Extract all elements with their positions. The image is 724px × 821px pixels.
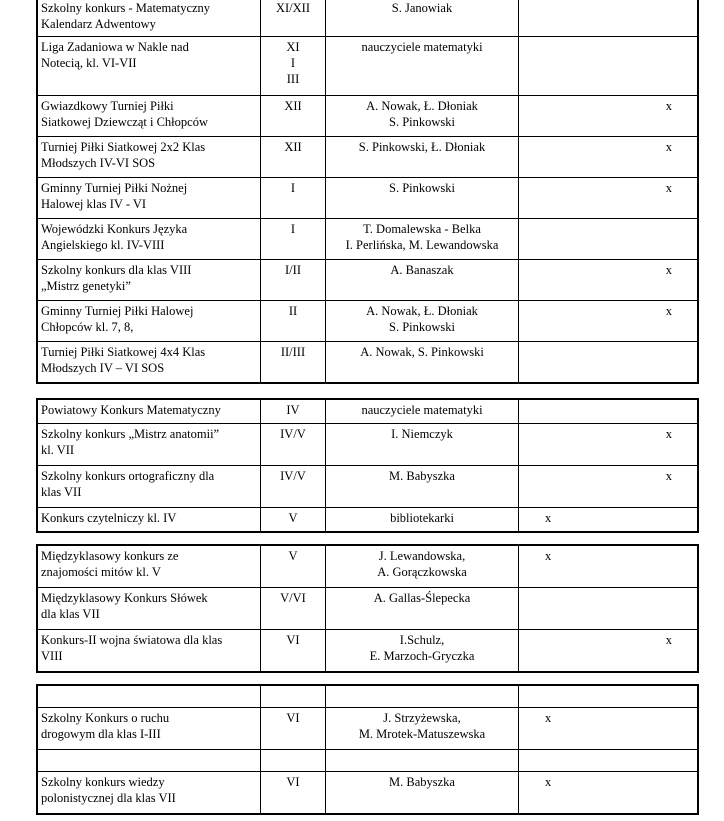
teachers-cell bbox=[326, 37, 519, 96]
mark-cell bbox=[519, 750, 699, 772]
competition-name bbox=[37, 260, 261, 301]
teachers-cell-line: I. Perlińska, M. Lewandowska bbox=[345, 238, 499, 252]
month-cell bbox=[261, 219, 326, 260]
table-row bbox=[37, 466, 698, 508]
competition-name-line: Turniej Piłki Siatkowej 2x2 Klas bbox=[41, 140, 206, 154]
competition-name bbox=[37, 178, 261, 219]
month-cell bbox=[261, 96, 326, 137]
teachers-cell bbox=[326, 178, 519, 219]
month-cell-line: IV/V bbox=[280, 469, 306, 483]
teachers-cell bbox=[326, 342, 519, 384]
month-cell bbox=[261, 260, 326, 301]
competition-name-line: Gwiazdkowy Turniej Piłki bbox=[41, 99, 174, 113]
competition-name-line: Halowej klas IV - VI bbox=[41, 197, 147, 211]
competition-name-line: Siatkowej Dziewcząt i Chłopców bbox=[41, 115, 208, 129]
teachers-cell-line: M. Babyszka bbox=[389, 775, 455, 789]
competition-name bbox=[37, 424, 261, 466]
competition-name bbox=[37, 399, 261, 424]
teachers-cell bbox=[326, 137, 519, 178]
competitions-table-4 bbox=[36, 684, 699, 815]
competition-name bbox=[37, 508, 261, 533]
month-cell-line: I bbox=[290, 222, 296, 236]
month-cell-line: V bbox=[288, 549, 298, 563]
mark-cell bbox=[519, 588, 699, 630]
teachers-cell bbox=[326, 301, 519, 342]
month-cell-line: V/VI bbox=[280, 591, 306, 605]
x-mark: x bbox=[665, 140, 672, 154]
mark-cell bbox=[519, 219, 699, 260]
teachers-cell bbox=[326, 260, 519, 301]
mark-cell bbox=[519, 178, 699, 219]
month-cell-line: I bbox=[290, 56, 296, 70]
teachers-cell bbox=[326, 588, 519, 630]
mark-cell bbox=[519, 630, 699, 673]
competition-name bbox=[37, 342, 261, 384]
teachers-cell bbox=[326, 750, 519, 772]
competition-name-line: Konkurs czytelniczy kl. IV bbox=[41, 511, 177, 525]
competition-name bbox=[37, 466, 261, 508]
competition-name-line: Turniej Piłki Siatkowej 4x4 Klas bbox=[41, 345, 206, 359]
competition-name-line: Szkolny konkurs ortograficzny dla bbox=[41, 469, 215, 483]
month-cell-line: I/II bbox=[285, 263, 301, 277]
month-cell-line: II bbox=[288, 304, 298, 318]
competition-name-line: Szkolny konkurs - Matematyczny bbox=[41, 1, 211, 15]
competition-name-line: kl. VII bbox=[41, 443, 75, 457]
table-row bbox=[37, 588, 698, 630]
teachers-cell-line: E. Marzoch-Gryczka bbox=[369, 649, 475, 663]
teachers-cell-line: bibliotekarki bbox=[390, 511, 454, 525]
month-cell bbox=[261, 137, 326, 178]
mark-cell bbox=[519, 96, 699, 137]
month-cell bbox=[261, 685, 326, 708]
teachers-cell-line: A. Gorączkowska bbox=[377, 565, 467, 579]
competition-name-line: Szkolny konkurs wiedzy bbox=[41, 775, 165, 789]
competition-name-line: Młodszych IV-VI SOS bbox=[41, 156, 156, 170]
competition-name-line: Gminny Turniej Piłki Nożnej bbox=[41, 181, 188, 195]
month-cell bbox=[261, 466, 326, 508]
competition-name-line: Międzyklasowy Konkurs Słówek bbox=[41, 591, 208, 605]
x-mark: x bbox=[545, 711, 552, 725]
competition-name-line: Liga Zadaniowa w Nakle nad bbox=[41, 40, 189, 54]
competition-name-line: dla klas VII bbox=[41, 607, 100, 621]
month-cell-line: II/III bbox=[280, 345, 306, 359]
month-cell bbox=[261, 630, 326, 673]
mark-cell bbox=[519, 424, 699, 466]
competition-name-line: Konkurs-II wojna światowa dla klas bbox=[41, 633, 223, 647]
teachers-cell bbox=[326, 466, 519, 508]
teachers-cell-line: S. Pinkowski, Ł. Dłoniak bbox=[358, 140, 486, 154]
teachers-cell bbox=[326, 508, 519, 533]
teachers-cell-line: S. Pinkowski bbox=[389, 320, 455, 334]
teachers-cell bbox=[326, 685, 519, 708]
competition-name-line: VIII bbox=[41, 649, 63, 663]
month-cell-line: V bbox=[288, 511, 298, 525]
competition-name bbox=[37, 96, 261, 137]
month-cell bbox=[261, 301, 326, 342]
mark-cell bbox=[519, 508, 699, 533]
month-cell bbox=[261, 772, 326, 815]
x-mark: x bbox=[665, 633, 672, 647]
competition-name-line: „Mistrz genetyki” bbox=[41, 279, 131, 293]
competition-name bbox=[37, 0, 261, 37]
teachers-cell bbox=[326, 219, 519, 260]
competition-name bbox=[37, 685, 261, 708]
teachers-cell bbox=[326, 772, 519, 815]
teachers-cell bbox=[326, 96, 519, 137]
teachers-cell-line: A. Nowak, S. Pinkowski bbox=[360, 345, 484, 359]
month-cell bbox=[261, 708, 326, 750]
month-cell bbox=[261, 178, 326, 219]
teachers-cell-line: nauczyciele matematyki bbox=[361, 40, 483, 54]
competitions-table-1 bbox=[36, 0, 699, 384]
teachers-cell bbox=[326, 545, 519, 588]
competition-name bbox=[37, 708, 261, 750]
month-cell-line: VI bbox=[286, 633, 300, 647]
month-cell bbox=[261, 0, 326, 37]
competition-name-line: znajomości mitów kl. V bbox=[41, 565, 161, 579]
teachers-cell-line: S. Pinkowski bbox=[389, 115, 455, 129]
mark-cell bbox=[519, 545, 699, 588]
competition-name-line: Młodszych IV – VI SOS bbox=[41, 361, 165, 375]
x-mark: x bbox=[665, 99, 672, 113]
table-row bbox=[37, 37, 698, 96]
competition-name bbox=[37, 545, 261, 588]
teachers-cell-line: A. Gallas-Ślepecka bbox=[373, 591, 471, 605]
mark-cell bbox=[519, 466, 699, 508]
teachers-cell bbox=[326, 708, 519, 750]
competition-name-line: Kalendarz Adwentowy bbox=[41, 17, 156, 31]
competitions-table-3 bbox=[36, 544, 699, 673]
table-row bbox=[37, 137, 698, 178]
competition-name-line: Notecią, kl. VI-VII bbox=[41, 56, 137, 70]
competition-name-line: Szkolny Konkurs o ruchu bbox=[41, 711, 170, 725]
competition-name-line: Międzyklasowy konkurs ze bbox=[41, 549, 179, 563]
month-cell bbox=[261, 37, 326, 96]
mark-cell bbox=[519, 0, 699, 37]
month-cell-line: IV/V bbox=[280, 427, 306, 441]
mark-cell bbox=[519, 37, 699, 96]
table-row bbox=[37, 260, 698, 301]
teachers-cell-line: I.Schulz, bbox=[399, 633, 445, 647]
x-mark: x bbox=[665, 181, 672, 195]
month-cell-line: XII bbox=[284, 99, 302, 113]
teachers-cell bbox=[326, 424, 519, 466]
teachers-cell bbox=[326, 0, 519, 37]
competition-name-line: Szkolny konkurs „Mistrz anatomii” bbox=[41, 427, 220, 441]
table-row bbox=[37, 772, 698, 815]
competition-name bbox=[37, 137, 261, 178]
table-row bbox=[37, 630, 698, 673]
teachers-cell-line: nauczyciele matematyki bbox=[361, 403, 483, 417]
competition-name bbox=[37, 750, 261, 772]
month-cell-line: IV bbox=[286, 403, 300, 417]
mark-cell bbox=[519, 399, 699, 424]
table-row bbox=[37, 342, 698, 384]
teachers-cell-line: A. Banaszak bbox=[390, 263, 454, 277]
month-cell bbox=[261, 424, 326, 466]
teachers-cell-line: S. Janowiak bbox=[391, 1, 453, 15]
month-cell-line: VI bbox=[286, 711, 300, 725]
mark-cell bbox=[519, 772, 699, 815]
table-row bbox=[37, 708, 698, 750]
table-row bbox=[37, 219, 698, 260]
teachers-cell-line: J. Strzyżewska, bbox=[383, 711, 461, 725]
competition-name bbox=[37, 772, 261, 815]
competition-name bbox=[37, 301, 261, 342]
month-cell-line: XI/XII bbox=[275, 1, 310, 15]
competition-name-line: Powiatowy Konkurs Matematyczny bbox=[41, 403, 221, 417]
month-cell bbox=[261, 545, 326, 588]
teachers-cell-line: I. Niemczyk bbox=[391, 427, 453, 441]
table-row bbox=[37, 685, 698, 708]
x-mark: x bbox=[545, 549, 552, 563]
x-mark: x bbox=[665, 469, 672, 483]
month-cell-line: I bbox=[290, 181, 296, 195]
month-cell bbox=[261, 342, 326, 384]
table-row bbox=[37, 508, 698, 533]
table-row bbox=[37, 545, 698, 588]
teachers-cell-line: M. Mrotek-Matuszewska bbox=[358, 727, 486, 741]
month-cell-line: III bbox=[286, 72, 300, 86]
competition-name-line: Szkolny konkurs dla klas VIII bbox=[41, 263, 192, 277]
competition-name-line: Gminny Turniej Piłki Halowej bbox=[41, 304, 194, 318]
month-cell-line: XII bbox=[284, 140, 302, 154]
month-cell-line: XI bbox=[286, 40, 300, 54]
teachers-cell bbox=[326, 630, 519, 673]
x-mark: x bbox=[665, 263, 672, 277]
mark-cell bbox=[519, 342, 699, 384]
table-row bbox=[37, 399, 698, 424]
mark-cell bbox=[519, 260, 699, 301]
competitions-table-2 bbox=[36, 398, 699, 533]
teachers-cell-line: S. Pinkowski bbox=[389, 181, 455, 195]
mark-cell bbox=[519, 137, 699, 178]
competition-name-line: polonistycznej dla klas VII bbox=[41, 791, 176, 805]
table-row bbox=[37, 424, 698, 466]
month-cell bbox=[261, 508, 326, 533]
month-cell bbox=[261, 588, 326, 630]
competition-name-line: klas VII bbox=[41, 485, 82, 499]
teachers-cell-line: J. Lewandowska, bbox=[378, 549, 466, 563]
competition-name bbox=[37, 219, 261, 260]
mark-cell bbox=[519, 685, 699, 708]
competition-name-line: drogowym dla klas I-III bbox=[41, 727, 161, 741]
competition-name-line: Chłopców kl. 7, 8, bbox=[41, 320, 134, 334]
table-row bbox=[37, 301, 698, 342]
table-row bbox=[37, 178, 698, 219]
competition-name-line: Wojewódzki Konkurs Języka bbox=[41, 222, 188, 236]
table-row bbox=[37, 750, 698, 772]
x-mark: x bbox=[545, 511, 552, 525]
teachers-cell-line: T. Domalewska - Belka bbox=[363, 222, 481, 236]
competition-name bbox=[37, 37, 261, 96]
month-cell-line: VI bbox=[286, 775, 300, 789]
x-mark: x bbox=[665, 304, 672, 318]
competition-name-line: Angielskiego kl. IV-VIII bbox=[41, 238, 165, 252]
teachers-cell-line: M. Babyszka bbox=[389, 469, 455, 483]
x-mark: x bbox=[545, 775, 552, 789]
x-mark: x bbox=[665, 427, 672, 441]
mark-cell bbox=[519, 708, 699, 750]
competition-name bbox=[37, 588, 261, 630]
teachers-cell-line: A. Nowak, Ł. Dłoniak bbox=[366, 99, 478, 113]
month-cell bbox=[261, 750, 326, 772]
teachers-cell bbox=[326, 399, 519, 424]
mark-cell bbox=[519, 301, 699, 342]
competition-name bbox=[37, 630, 261, 673]
teachers-cell-line: A. Nowak, Ł. Dłoniak bbox=[366, 304, 478, 318]
month-cell bbox=[261, 399, 326, 424]
table-row bbox=[37, 96, 698, 137]
table-row bbox=[37, 0, 698, 37]
